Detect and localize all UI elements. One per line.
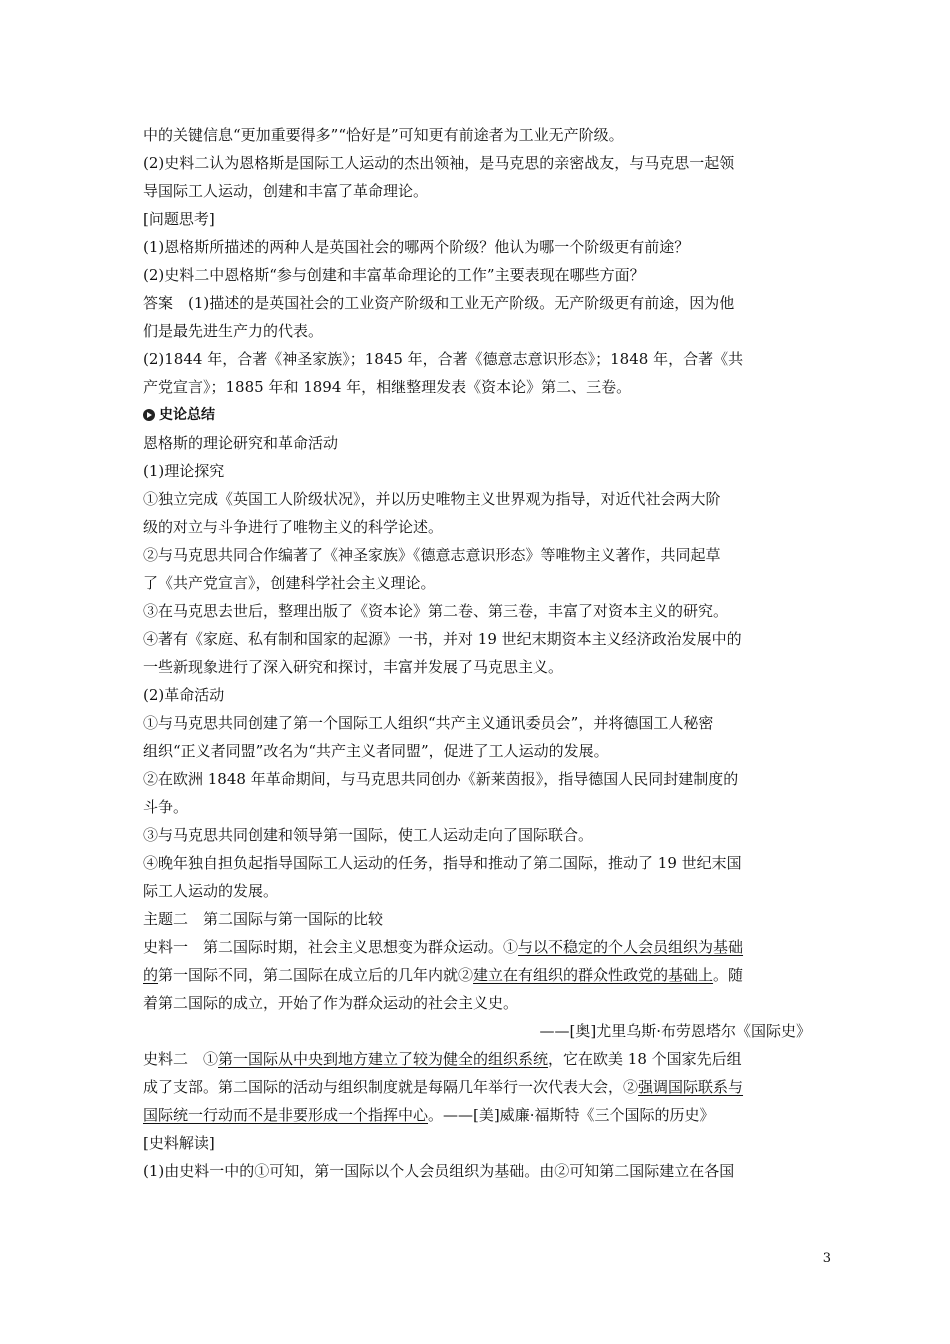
underlined-text: 与以不稳定的个人会员组织为基础 xyxy=(518,938,744,956)
source-two-line: 成了支部。第二国际的活动与组织制度就是每隔几年举行一次代表大会，②强调国际联系与 xyxy=(143,1078,744,1096)
source-one-line: 的第一国际不同，第二国际在成立后的几年内就②建立在有组织的群众性政党的基础上。随 xyxy=(143,966,744,984)
underlined-text: 强调国际联系与 xyxy=(638,1078,744,1096)
text-line: 中的关键信息“更加重要得多”“恰好是”可知更有前途者为工业无产阶级。 xyxy=(143,126,624,144)
underlined-text: 建立在有组织的群众性政党的基础上 xyxy=(473,966,714,984)
text-line: ③与马克思共同创建和领导第一国际，使工人运动走向了国际联合。 xyxy=(143,826,594,844)
source-two-line: 国际统一行动而不是非要形成一个指挥中心。——[美]威廉·福斯特《三个国际的历史》 xyxy=(143,1106,715,1124)
text-line: (1)恩格斯所描述的两种人是英国社会的哪两个阶级？他认为哪一个阶级更有前途？ xyxy=(143,238,690,256)
citation: ——[奥]尤里乌斯·布劳恩塔尔《国际史》 xyxy=(539,1022,811,1040)
text-line: ①与马克思共同创建了第一个国际工人组织“共产主义通讯委员会”，并将德国工人秘密 xyxy=(143,714,714,732)
text-line: ③在马克思去世后，整理出版了《资本论》第二卷、第三卷，丰富了对资本主义的研究。 xyxy=(143,602,729,620)
text-line: [史料解读] xyxy=(143,1134,215,1152)
section-heading xyxy=(143,401,811,429)
text-line: 导国际工人运动，创建和丰富了革命理论。 xyxy=(143,182,429,200)
text-line: [问题思考] xyxy=(143,210,215,228)
page-number: 3 xyxy=(822,1251,831,1266)
text-line: 斗争。 xyxy=(143,798,189,816)
source-two-line: 史料二 ①第一国际从中央到地方建立了较为健全的组织系统，它在欧美 18 个国家先后组 xyxy=(143,1050,742,1068)
text-line: ①独立完成《英国工人阶级状况》，并以历史唯物主义世界观为指导，对近代社会两大阶 xyxy=(143,490,721,508)
text-line: (1)理论探究 xyxy=(143,462,225,480)
text-line: 级的对立与斗争进行了唯物主义的科学论述。 xyxy=(143,518,444,536)
text-line: (2)1844 年，合著《神圣家族》；1845 年，合著《德意志意识形态》；1848 年，合著《共 xyxy=(143,350,744,368)
text-line: 了《共产党宣言》，创建科学社会主义理论。 xyxy=(143,574,436,592)
text-line: 组织“正义者同盟”改名为“共产主义者同盟”，促进了工人运动的发展。 xyxy=(143,742,609,760)
section-heading-label: 史论总结 xyxy=(159,407,215,423)
text-line: 答案 (1)描述的是英国社会的工业资产阶级和工业无产阶级。无产阶级更有前途，因为他 xyxy=(143,294,735,312)
topic-heading: 主题二 第二国际与第一国际的比较 xyxy=(143,910,384,928)
text-line: ④晚年独自担负起指导国际工人运动的任务，指导和推动了第二国际，推动了 19 世纪末国 xyxy=(143,854,742,872)
text-line: 一些新现象进行了深入研究和探讨，丰富并发展了马克思主义。 xyxy=(143,658,564,676)
text-line: 际工人运动的发展。 xyxy=(143,882,279,900)
underlined-text: 的 xyxy=(143,966,159,984)
underlined-text: 第一国际从中央到地方建立了较为健全的组织系统 xyxy=(218,1050,549,1068)
text-line: (2)革命活动 xyxy=(143,686,225,704)
play-circle-icon xyxy=(143,409,155,421)
text-line: 产党宣言》；1885 年和 1894 年，相继整理发表《资本论》第二、三卷。 xyxy=(143,378,632,396)
text-line: 恩格斯的理论研究和革命活动 xyxy=(143,434,339,452)
text-line: (2)史料二认为恩格斯是国际工人运动的杰出领袖，是马克思的亲密战友，与马克思一起领 xyxy=(143,154,735,172)
text-line: (1)由史料一中的①可知，第一国际以个人会员组织为基础。由②可知第二国际建立在各国 xyxy=(143,1162,735,1180)
text-line: ④著有《家庭、私有制和国家的起源》一书，并对 19 世纪末期资本主义经济政治发展中的 xyxy=(143,630,742,648)
text-line: 们是最先进生产力的代表。 xyxy=(143,322,324,340)
text-line: ②在欧洲 1848 年革命期间，与马克思共同创办《新莱茵报》，指导德国人民同封建制度的 xyxy=(143,770,739,788)
source-one-line: 着第二国际的成立，开始了作为群众运动的社会主义史。 xyxy=(143,994,519,1012)
underlined-text: 国际统一行动而不是非要形成一个指挥中心 xyxy=(143,1106,429,1124)
page-body xyxy=(143,121,811,1185)
text-line: ②与马克思共同合作编著了《神圣家族》《德意志意识形态》等唯物主义著作，共同起草 xyxy=(143,546,721,564)
source-one-line: 史料一 第二国际时期，社会主义思想变为群众运动。①与以不稳定的个人会员组织为基础 xyxy=(143,938,744,956)
text-line: (2)史料二中恩格斯“参与创建和丰富革命理论的工作”主要表现在哪些方面？ xyxy=(143,266,645,284)
